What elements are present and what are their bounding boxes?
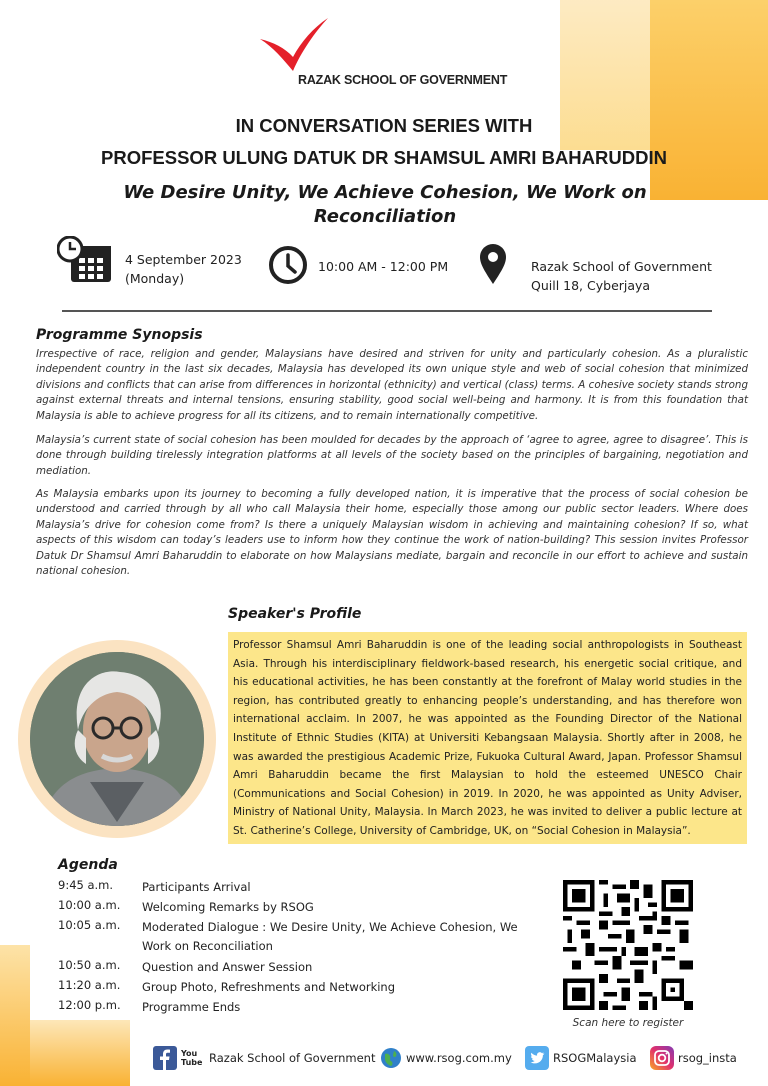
agenda-time: 10:00 a.m. — [58, 898, 121, 912]
agenda-time: 9:45 a.m. — [58, 878, 114, 892]
synopsis-paragraph: Irrespective of race, religion and gender, Malaysians have desired and striven for unity and particularly cohesion. As a pluralistic independent country in the last six decades, Malaysia has developed its own unique style and web of social cohesion that minimized divisions and conflicts that can arise from differences in horizontal (ethnicity) and vertical (class) terms. A cohesive society stands strong against external threats and internal tensions, ensuring stability, good social well-being and harmony. It is from this foundation that Malaysia is able to achieve progress for all its citizens, and to remain internationally competitive. — [36, 348, 748, 422]
event-day: (Monday) — [125, 271, 185, 286]
speaker-title: PROFESSOR ULUNG DATUK DR SHAMSUL AMRI BAHARUDDIN — [101, 147, 667, 168]
decorative-block — [650, 0, 768, 200]
session-subtitle: We Desire Unity, We Achieve Cohesion, We Work on Reconciliation — [123, 182, 647, 227]
venue-address: Quill 18, Cyberjaya — [531, 278, 651, 293]
rsog-logo — [255, 14, 345, 74]
event-time: 10:00 AM - 12:00 PM — [318, 259, 449, 274]
decorative-block — [0, 945, 30, 1086]
agenda-desc: Programme Ends — [142, 1000, 241, 1014]
qr-caption: Scan here to register — [572, 1017, 684, 1029]
agenda-desc: Welcoming Remarks by RSOG — [142, 900, 314, 914]
speaker-heading: Speaker's Profile — [228, 606, 362, 622]
globe-icon — [380, 1047, 402, 1069]
agenda-time: 10:05 a.m. — [58, 918, 121, 932]
youtube-icon — [181, 1049, 205, 1067]
calendar-clock-icon — [57, 236, 113, 284]
facebook-youtube-link[interactable] — [153, 1044, 375, 1072]
registration-qr-code[interactable] — [563, 880, 693, 1010]
website-link[interactable] — [380, 1044, 512, 1072]
speaker-bio: Professor Shamsul Amri Baharuddin is one of the leading social anthropologists in Southeast Asia. Through his interdisciplinary fieldwork-based research, his energetic social critique, and his educational activities, he has been constantly at the forefront of Malay world studies in the region, has contributed greatly to enhancing people’s understanding, and has therefore won international acclaim. In 2007, he was appointed as the Founding Director of the National Institute of Ethnic Studies (KITA) at Universiti Kebangsaan Malaysia. Shortly after in 2008, he was awarded the prestigious Academic Prize, Fukuoka Cultural Award, Japan. Professor Shamsul Amri Baharuddin became the first Malaysian to hold the esteemed UNESCO Chair (Communications and Social Cohesion) in 2019. In 2020, he was appointed as Unity Adviser, Ministry of National Unity, Malaysia. In March 2023, he was invited to deliver a public lecture at St. Catherine’s College, University of Cambridge, UK, on “Social Cohesion in Malaysia”. — [228, 632, 747, 844]
series-title: IN CONVERSATION SERIES WITH — [235, 115, 533, 136]
facebook-youtube-label: Razak School of Government — [209, 1051, 376, 1065]
agenda-time: 10:50 a.m. — [58, 958, 121, 972]
instagram-label: rsog_insta — [678, 1051, 737, 1065]
agenda-desc: Participants Arrival — [142, 880, 251, 894]
event-date: 4 September 2023 — [125, 252, 242, 267]
agenda-desc: Moderated Dialogue : We Desire Unity, We Achieve Cohesion, We Work on Reconciliation — [142, 920, 518, 953]
instagram-link[interactable] — [650, 1044, 737, 1072]
synopsis-heading: Programme Synopsis — [36, 327, 203, 343]
synopsis-paragraph: Malaysia’s current state of social cohesion has been moulded for decades by the approach of ‘agree to agree, agree to disagree’. This is done through building tirelessly integration platforms at all levels of the society based on the principles of bargaining, negotiation and mediation. — [36, 434, 748, 477]
synopsis-paragraph: As Malaysia embarks upon its journey to becoming a fully developed nation, it is imperative that the process of social cohesion be understood and carried through by all who call Malaysia their home, especially those among our public sector leaders. Where does Malaysia’s drive for cohesion come from? Is there a uniquely Malaysian wisdom in achieving and maintaining cohesion? If so, what aspects of this wisdom can today’s leaders use to inform how they continue the work of nation-building? This session invites Professor Datuk Dr Shamsul Amri Baharuddin to elaborate on how Malaysians mediate, bargain and reconcile in our effort to achieve and sustain national cohesion. — [36, 488, 748, 578]
venue-name: Razak School of Government — [531, 259, 712, 274]
website-label: www.rsog.com.my — [406, 1051, 512, 1065]
clock-icon — [268, 245, 308, 285]
agenda-desc: Group Photo, Refreshments and Networking — [142, 980, 396, 994]
divider — [62, 310, 712, 312]
agenda-heading: Agenda — [58, 857, 118, 873]
agenda-time: 11:20 a.m. — [58, 978, 121, 992]
location-pin-icon — [479, 243, 507, 285]
organization-name: RAZAK SCHOOL OF GOVERNMENT — [298, 73, 508, 87]
speaker-photo — [30, 652, 204, 826]
decorative-block — [30, 1020, 130, 1086]
twitter-icon — [525, 1046, 549, 1070]
agenda-desc: Question and Answer Session — [142, 960, 313, 974]
youtube-label: You Tube — [181, 1049, 203, 1067]
twitter-label: RSOGMalaysia — [553, 1051, 637, 1065]
facebook-icon — [153, 1046, 177, 1070]
instagram-icon — [650, 1046, 674, 1070]
twitter-link[interactable] — [525, 1044, 637, 1072]
agenda-time: 12:00 p.m. — [58, 998, 121, 1012]
